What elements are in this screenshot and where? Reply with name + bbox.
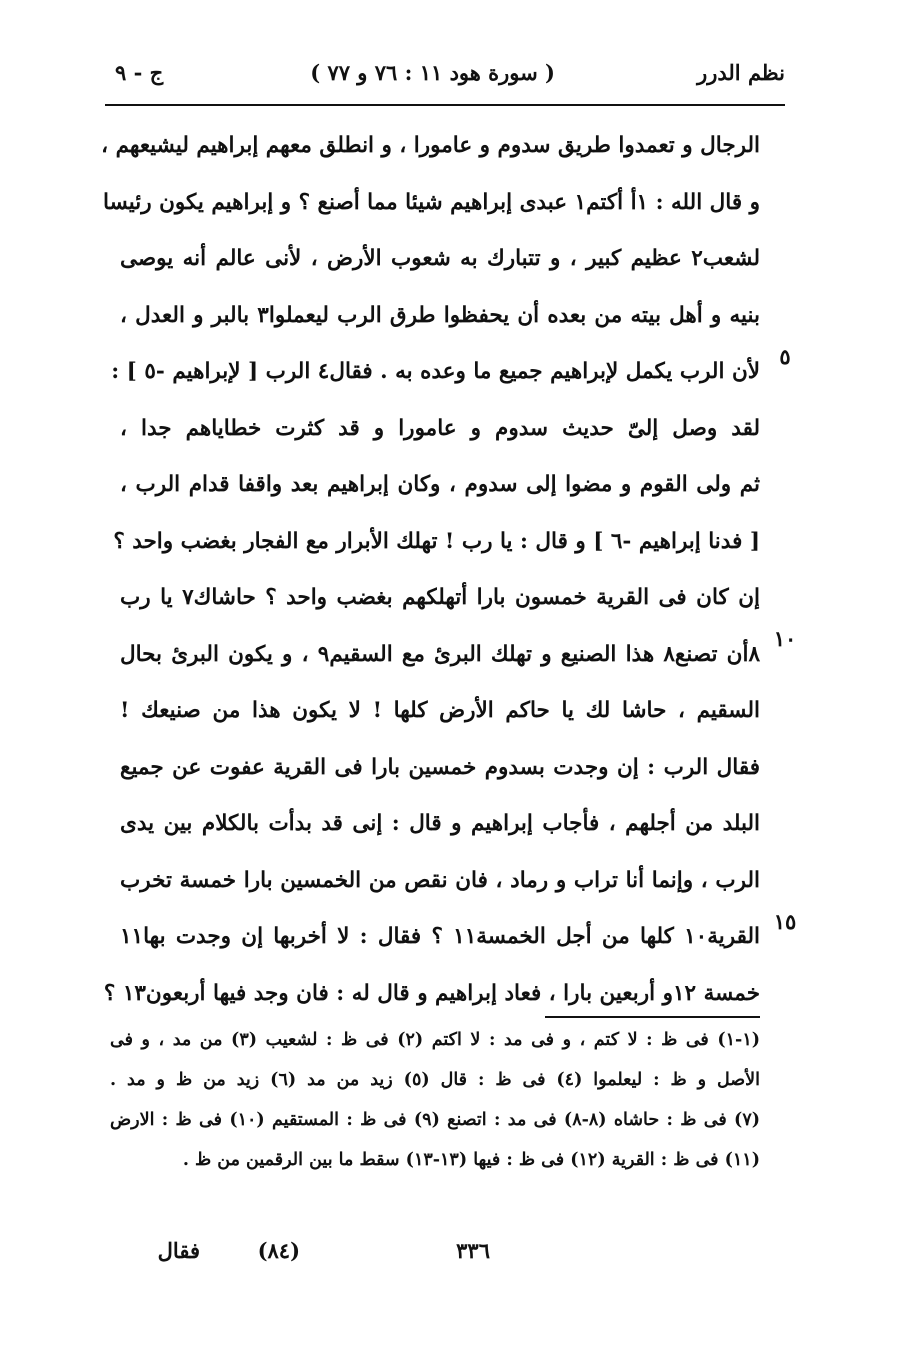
page-footer (130, 1234, 490, 1270)
text-line: الرب ، وإنما أنا تراب و رماد ، فان نقص من الخمسين بارا خمسة تخرب (120, 867, 760, 893)
footnote-rule (545, 1016, 760, 1018)
page-header (105, 52, 785, 96)
surah-reference: ( سورة هود ١١ : ٧٦ و ٧٧ ) (310, 60, 555, 85)
text-line: [ فدنا إبراهيم -٦ ] و قال : يا رب ! تهلك الأبرار مع الفجار بغضب واحد ؟ (113, 528, 760, 554)
text-line: القرية١٠ كلها من أجل الخمسة١١ ؟ فقال : لا أخربها إن وجدت بها١١ (120, 924, 760, 949)
footnote-line: الأصل و ظ : ليعلموا (٤) فى ظ : قال (٥) زيد من مد (٦) زيد من ظ و مد . (110, 1070, 761, 1090)
text-line: إن كان فى القرية خمسون بارا أتهلكهم بغضب واحد ؟ حاشاك٧ يا رب (120, 585, 760, 610)
text-line: لأن الرب يكمل لإبراهيم جميع ما وعده به . فقال٤ الرب [ لإبراهيم -٥ ] : (111, 359, 760, 384)
footnotes (110, 1020, 760, 1180)
part-number: ج - ٩ (115, 60, 164, 85)
line-number-15: ١٥ (773, 909, 797, 934)
signature-mark: (٨٤) (257, 1238, 300, 1263)
text-line: و قال الله : ١أ أكتم١ عبدى إبراهيم شيئا مما أصنع ؟ و إبراهيم يكون رئيسا (103, 189, 760, 215)
text-line: فقال الرب : إن وجدت بسدوم خمسين بارا فى القرية عفوت عن جميع (120, 754, 760, 780)
book-title: نظم الدرر (697, 60, 785, 85)
main-text (101, 118, 760, 1022)
text-line: ثم ولى القوم و مضوا إلى سدوم ، وكان إبراهيم بعد واقفا قدام الرب ، (120, 472, 760, 497)
header-rule (105, 104, 785, 106)
footnote-line: (١-١) فى ظ : لا كتم ، و فى مد : لا اكتم (٢) فى ظ : لشعيب (٣) من مد ، و فى (110, 1030, 760, 1050)
text-line: لقد وصل إلىّ حديث سدوم و عامورا و قد كثرت خطاياهم جدا ، (120, 415, 760, 441)
catchword: فقال (157, 1238, 200, 1263)
text-line: السقيم ، حاشا لك يا حاكم الأرض كلها ! لا يكون هذا من صنيعك ! (120, 698, 760, 723)
line-number-5: ٥ (779, 344, 791, 369)
footnote-line: (٧) فى ظ : حاشاه (٨-٨) فى مد : اتصنع (٩) فى ظ : المستقيم (١٠) فى ظ : الارض (110, 1110, 761, 1130)
text-line: لشعب٢ عظيم كبير ، و تتبارك به شعوب الأرض ، لأنى عالم أنه يوصى (120, 246, 760, 271)
text-line: خمسة ١٢و أربعين بارا ، فعاد إبراهيم و قال له : فان وجد فيها أربعون١٣ ؟ (103, 980, 760, 1006)
text-line: البلد من أجلهم ، فأجاب إبراهيم و قال : إنى قد بدأت بالكلام بين يدى (120, 811, 760, 836)
text-line: ٨أن تصنع٨ هذا الصنيع و تهلك البرئ مع السقيم٩ ، و يكون البرئ بحال (120, 641, 760, 667)
footnote-line: (١١) فى ظ : القرية (١٢) فى ظ : فيها (١٣-١٣) سقط ما بين الرقمين من ظ . (182, 1150, 760, 1170)
text-line: بنيه و أهل بيته من بعده أن يحفظوا طرق الرب ليعملوا٣ بالبر و العدل ، (120, 302, 760, 328)
text-line: الرجال و تعمدوا طريق سدوم و عامورا ، و انطلق معهم إبراهيم ليشيعهم ، (101, 133, 760, 158)
page-number: ٣٣٦ (456, 1238, 490, 1263)
line-number-10: ١٠ (773, 626, 797, 651)
